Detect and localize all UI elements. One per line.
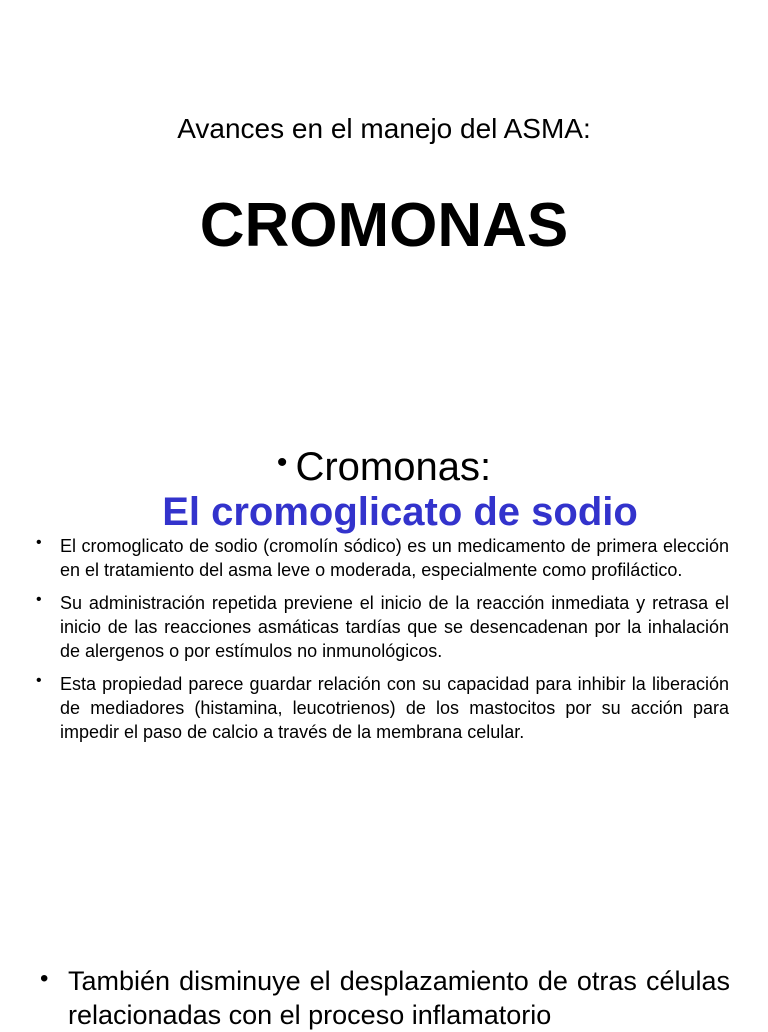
slide-title: CROMONAS <box>199 191 569 260</box>
bullet-icon: • <box>40 965 49 992</box>
bullet-icon: • <box>36 591 42 608</box>
body-bullet-list <box>36 534 729 753</box>
list-item <box>36 591 729 663</box>
list-item-text: Esta propiedad parece guardar relación con su capacidad para inhibir la liberación de mediadores (histamina, leucotrienos) de los mastocitos por su acción para impedir el paso de calcio a través de la membrana celular. <box>60 674 729 742</box>
list-item-text: También disminuye el desplazamiento de otras células relacionadas con el proceso inflamatorio <box>68 966 730 1030</box>
bottom-bullet-list <box>40 964 730 1032</box>
slide-subtitle: Avances en el manejo del ASMA: <box>177 113 591 144</box>
bullet-icon: • <box>276 446 288 479</box>
section-bullet-label: Cromonas: <box>295 445 492 489</box>
bullet-icon: • <box>36 672 42 689</box>
bullet-icon: • <box>36 534 42 551</box>
section-bullet <box>0 440 768 490</box>
list-item <box>40 964 730 1032</box>
list-item <box>36 534 729 582</box>
list-item <box>36 672 729 744</box>
list-item-text: Su administración repetida previene el inicio de la reacción inmediata y retrasa el inicio de las reacciones asmáticas tardías que se desencadenan por la inhalación de alergenos o por estímulos no inmunológicos. <box>60 593 729 661</box>
list-item-text: El cromoglicato de sodio (cromolín sódico) es un medicamento de primera elección en el tratamiento del asma leve o moderada, especialmente como profiláctico. <box>60 536 729 580</box>
section-heading: El cromoglicato de sodio <box>162 490 638 534</box>
